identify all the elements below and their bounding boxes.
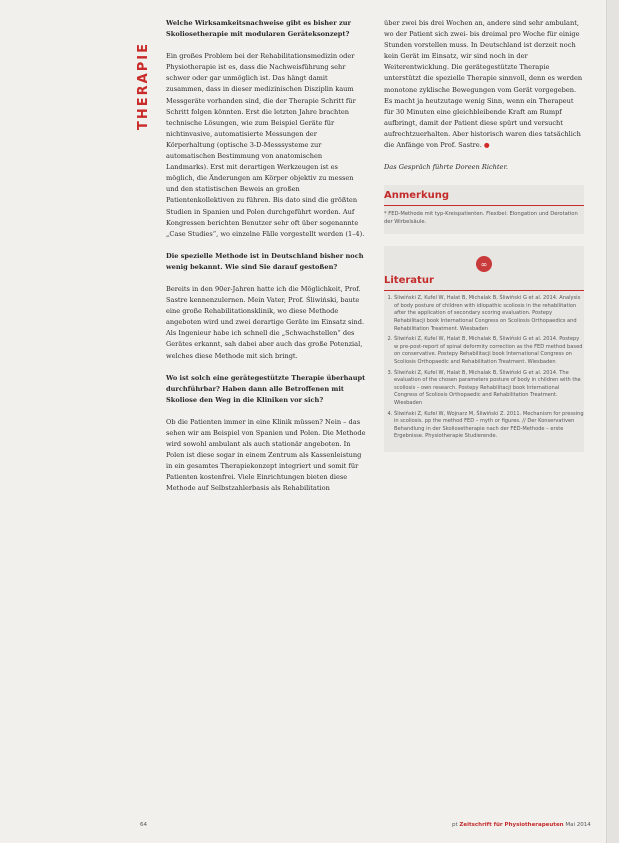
right-paragraph-text: über zwei bis drei Wochen an, andere sind sehr ambulant, wo der Patient sich zwei- bis dreimal pro Woche für einige Stunden vorstellen muss. In Deutschland ist derzeit noch kein Gerät im Einsatz, wir sind noch in der Weiterentwicklung. Die gerätegestützte Therapie unterstützt die spezielle Therapie sinnvoll, denn es werden monotone zyklische Bewegungen vom Gerät vorgegeben. Es macht ja heutzutage wenig Sinn, wenn ein Therapeut für 30 Minuten eine gleichbleibende Kraft am Rumpf aufbringt, damit der Patient diese spürt und versucht aufrechtzuerhalten. Aber historisch waren dies tatsächlich die Anfänge von Prof. Sastre. [384,19,583,150]
reference-item: 3. Śliwiński Z, Kufel W, Halat B, Michalak B, Śliwiński G et al. 2014. The evaluation of the chosen parameters posture of body in children with the scoliosis – own research. Postepy Rehabilitacji book International Congress of Scoliosis Orthopaedic and Rehabilitation Treatment. Wiesbaden [394,370,584,408]
right-paragraph [384,18,584,151]
right-text-column [384,18,584,452]
reference-item: 2. Śliwiński Z, Kufel W, Halat B, Michalak B, Śliwiński G et al. 2014. Postepy w pre-post-report of spinal deformity correction as the FED method based on conservative. Postepy Rehabilitacji book International Congress on Scoliosis Orthopaedic and Rehabilitation Treatment. Wiesbaden [394,336,584,366]
page-edge [606,0,619,843]
literature-box [384,246,584,452]
question: Die spezielle Methode ist in Deutschland bisher noch wenig bekannt. Wie sind Sie darauf gestoßen? [166,251,364,271]
answer-paragraph: Bereits in den 90er-Jahren hatte ich die Möglichkeit, Prof. Sastre kennenzulernen. Mein Vater, Prof. Śliwiński, baute eine große Rehabilitationsklinik, wo diese Methode angeboten wird und zwei derartige Geräte im Einsatz sind. Als Ingenieur habe ich schnell die „Schwachstellen“ des Gerätes erkannt, sah dabei aber auch das große Potenzial, welches diese Methode mit sich bringt. [166,284,365,360]
footer-issue: Mai 2014 [565,822,591,828]
reference-list [384,295,584,441]
literature-icon: ∞ [476,256,492,272]
reference-item: 1. Śliwiński Z, Kufel W, Halat B, Michalak B, Śliwiński G et al. 2014. Analysis of body posture of children with idiopathic scoliosis in the rehabilitation after the application of secondary scoring evaluation. Postepy Rehabilitacji book International Congress on Scoliosis Orthopaedics and Rehabilitation Treatment. Wiesbaden [394,295,584,333]
end-marker-icon: ● [483,141,490,150]
note-box [384,185,584,234]
footer-pt: pt [452,822,458,828]
page-number-left: 64 [140,822,147,828]
note-box-title: Anmerkung [384,189,584,206]
interview-signature: Das Gespräch führte Doreen Richter. [384,163,508,172]
literature-title: Literatur [384,274,584,291]
footer-magazine: Zeitschrift für Physiotherapeuten [459,822,564,828]
note-box-text: * FED-Methode mit typ-Kreispatienten. Flexibel: Elongation und Derotation der Wirbelsäule. [384,211,578,226]
question: Welche Wirksamkeitsnachweise gibt es bisher zur Skoliosetherapie mit modularen Geräteksonzept? [166,19,352,39]
footer-right [452,822,591,828]
left-text-column [166,18,366,506]
question: Wo ist solch eine gerätegestützte Therapie überhaupt durchführbar? Haben dann alle Betroffenen mit Skoliose den Weg in die Kliniken vor sich? [166,373,366,404]
reference-item: 4. Śliwiński Z, Kufel W, Wojnarz M, Śliwiński Z. 2011. Mechanism for pressing in scoliosis. pp the method FED – myth or figures. // Der Konservativen Behandlung in der Skoliosetherapie nach der FED-Methode – erste Ergebnisse. Physiotherapie Studierende. [394,411,584,441]
answer-paragraph: Ob die Patienten immer in eine Klinik müssen? Nein – das sehen wir am Beispiel von Spanien und Polen. Die Methode wird sowohl ambulant als auch stationär angeboten. In Polen ist diese sogar in einem Zentrum als Kassenleistung in ein gesamtes Therapiekonzept integriert und somit für Patienten kostenfrei. Viele Einrichtungen bieten diese Methode auf Selbstzahlerbasis als Rehabilitation [166,417,366,493]
section-tab: THERAPIE [136,42,151,130]
answer-paragraph: Ein großes Problem bei der Rehabilitationsmedizin oder Physiotherapie ist es, dass die Nachweisführung sehr schwer oder gar unmöglich ist. Das hängt damit zusammen, dass in dieser medizinischen Disziplin kaum Messgeräte vorhanden sind, die der Therapie Schritt für Schritt folgen könnten. Erst die letzten Jahre brachten technische Lösungen, wie zum Beispiel Geräte für nichtinvasive, automatisierte Messungen der Körperhaltung (optische 3-D-Messsysteme zur automatischen Bestimmung von anatomischen Landmarks). Erst mit derartigen Werkzeugen ist es möglich, die Änderungen am Körper objektiv zu messen und den statistischen Beweis an großen Patientenkollektiven zu führen. Bis dato sind die größten Studien in Spanien und Polen durchgeführt worden. Auf Kongressen berichten Benutzer sehr oft über sogenannte „Case Studies“, wo einzelne Fälle vorgestellt werden (1–4). [166,52,365,238]
